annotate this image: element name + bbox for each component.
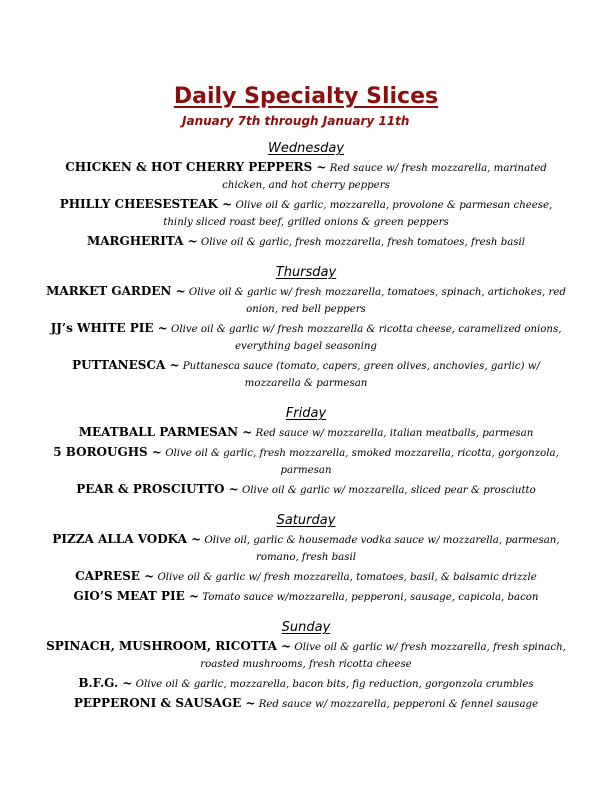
day-heading-saturday: Saturday <box>276 513 336 528</box>
menu-item-name: CAPRESE ~ <box>75 569 155 583</box>
menu-item-description: Olive oil & garlic, fresh mozzarella, smoked mozzarella, ricotta, gorgonzola, parmesan <box>161 448 559 476</box>
menu-item-description: Olive oil & garlic w/ fresh mozzarella & ricotta cheese, caramelized onions, everything bagel seasoning <box>167 324 562 352</box>
menu-item <box>46 481 566 499</box>
menu-item <box>46 638 566 673</box>
menu-item-description: Olive oil & garlic w/ fresh mozzarella, fresh spinach, roasted mushrooms, fresh ricotta cheese <box>200 642 566 670</box>
menu-item-description: Olive oil & garlic, fresh mozzarella, fresh tomatoes, fresh basil <box>197 237 526 248</box>
menu-item-name: PHILLY CHEESESTEAK ~ <box>59 197 233 211</box>
menu-item-description: Olive oil, garlic & housemade vodka sauce w/ mozzarella, parmesan, romano, fresh basil <box>201 535 560 563</box>
menu-item <box>46 424 566 442</box>
menu-item-name: MARGHERITA ~ <box>86 234 198 248</box>
day-section-friday <box>0 406 612 499</box>
menu-item <box>46 695 566 713</box>
menu-item <box>46 196 566 231</box>
menu-item <box>46 531 566 566</box>
menu-item-name: PEPPERONI & SAUSAGE ~ <box>73 696 256 710</box>
menu-item <box>46 588 566 606</box>
day-heading-thursday: Thursday <box>275 265 337 280</box>
menu-item <box>46 568 566 586</box>
menu-item <box>46 675 566 693</box>
date-range-subtitle: January 7th through January 11th <box>182 114 410 128</box>
menu-item <box>46 320 566 355</box>
menu-item-description: Tomato sauce w/mozzarella, pepperoni, sausage, capicola, bacon <box>199 592 539 603</box>
menu-item-description: Red sauce w/ mozzarella, italian meatballs, parmesan <box>252 428 534 439</box>
menu-item <box>46 444 566 479</box>
menu-item-description: Olive oil & garlic, mozzarella, bacon bits, fig reduction, gorgonzola crumbles <box>132 679 534 690</box>
menu-item-name: PUTTANESCA ~ <box>72 358 180 372</box>
menu-item-name: MEATBALL PARMESAN ~ <box>78 425 253 439</box>
menu-item-description: Olive oil & garlic w/ fresh mozzarella, tomatoes, spinach, artichokes, red onion, red bell peppers <box>185 287 566 315</box>
day-heading-sunday: Sunday <box>281 620 331 635</box>
menu-item <box>46 283 566 318</box>
day-section-saturday <box>0 513 612 606</box>
menu-item-description: Puttanesca sauce (tomato, capers, green olives, anchovies, garlic) w/ mozzarella & parmesan <box>179 361 540 389</box>
menu-item-name: SPINACH, MUSHROOM, RICOTTA ~ <box>46 639 292 653</box>
menu-item-name: CHICKEN & HOT CHERRY PEPPERS ~ <box>65 160 327 174</box>
menu-item-name: B.F.G. ~ <box>78 676 133 690</box>
menu-item <box>46 357 566 392</box>
page-title: Daily Specialty Slices <box>173 84 439 109</box>
menu-item-description: Red sauce w/ fresh mozzarella, marinated chicken, and hot cherry peppers <box>222 163 547 191</box>
menu-item <box>46 159 566 194</box>
menu-item-description: Olive oil & garlic w/ mozzarella, sliced pear & prosciutto <box>238 485 536 496</box>
day-heading-friday: Friday <box>285 406 327 421</box>
menu-item-name: PEAR & PROSCIUTTO ~ <box>76 482 239 496</box>
menu-item-name: MARKET GARDEN ~ <box>46 284 186 298</box>
menu-item-name: PIZZA ALLA VODKA ~ <box>52 532 202 546</box>
menu-item-name: JJ’s WHITE PIE ~ <box>50 321 168 335</box>
menu-item-name: 5 BOROUGHS ~ <box>53 445 162 459</box>
menu-item-description: Olive oil & garlic w/ fresh mozzarella, tomatoes, basil, & balsamic drizzle <box>154 572 537 583</box>
day-section-wednesday <box>0 141 612 251</box>
menu-item-description: Red sauce w/ mozzarella, pepperoni & fennel sausage <box>255 699 539 710</box>
menu-item-name: GIO’S MEAT PIE ~ <box>73 589 200 603</box>
day-section-sunday <box>0 620 612 713</box>
menu-item-description: Olive oil & garlic, mozzarella, provolone & parmesan cheese, thinly sliced roast beef, grilled onions & green peppers <box>163 200 553 228</box>
day-heading-wednesday: Wednesday <box>267 141 345 156</box>
menu-item <box>46 233 566 251</box>
day-section-thursday <box>0 265 612 392</box>
